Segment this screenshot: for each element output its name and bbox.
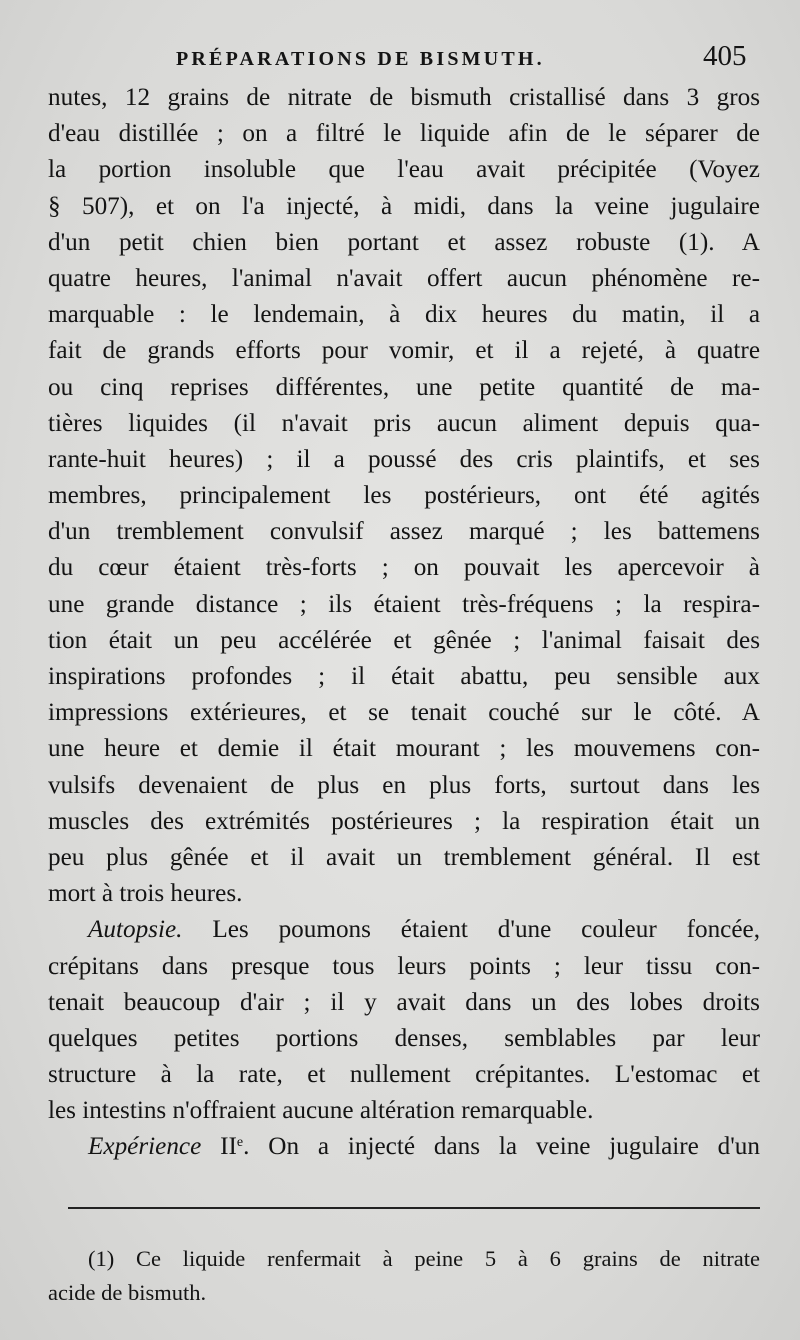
experience-label: Expérience <box>88 1133 202 1161</box>
running-head: PRÉPARATIONS DE BISMUTH. <box>176 48 545 70</box>
text-line: nutes, 12 grains de nitrate de bismuth cristallisé dans 3 gros <box>48 84 760 111</box>
text-line: tières liquides (il n'avait pris aucun aliment depuis qua- <box>48 409 760 437</box>
text-line: une heure et demie il était mourant ; les mouvemens con- <box>48 735 760 763</box>
text-line: muscles des extrémités postérieures ; la respiration était un <box>48 807 760 835</box>
text-line: inspirations profondes ; il était abattu, peu sensible aux <box>48 663 760 690</box>
text-line: du cœur étaient très-forts ; on pouvait les apercevoir à <box>48 554 760 582</box>
text-line: mort à trois heures. <box>48 880 243 908</box>
text-line: crépitans dans presque tous leurs points ; leur tissu con- <box>48 952 760 980</box>
footnote-divider <box>68 1207 760 1209</box>
text-line: quatre heures, l'animal n'avait offert aucun phénomène re- <box>48 264 760 292</box>
text-line: une grande distance ; ils étaient très-fréquens ; la respira- <box>48 590 760 618</box>
text-line: les intestins n'offraient aucune altération remarquable. <box>48 1097 594 1125</box>
text-line: impressions extérieures, et se tenait couché sur le côté. A <box>48 699 760 727</box>
text-line: § 507), et on l'a injecté, à midi, dans la veine jugulaire <box>48 192 760 220</box>
page-header <box>0 40 800 84</box>
autopsie-paragraph-start <box>48 912 760 948</box>
text-line: On a injecté dans la veine jugulaire d'un <box>268 1133 760 1161</box>
experience-superscript: e <box>236 1135 244 1151</box>
text-line: vulsifs devenaient de plus en plus forts, surtout dans les <box>48 771 760 799</box>
experience-paragraph-start: Expérience IIe. On a injecté dans la veine jugulaire d'un <box>88 1133 760 1161</box>
footnote <box>48 1242 760 1310</box>
text-line: tenait beaucoup d'air ; il y avait dans un des lobes droits <box>48 988 760 1016</box>
body-text <box>48 80 760 1166</box>
page-number: 405 <box>703 40 747 72</box>
text-line: structure à la rate, et nullement crépitantes. L'estomac et <box>48 1061 760 1089</box>
text-line: d'un tremblement convulsif assez marqué ; les battemens <box>48 518 760 546</box>
experience-number: II <box>220 1133 237 1161</box>
text-line: la portion insoluble que l'eau avait précipitée (Voyez <box>48 156 760 184</box>
footnote-line: (1) Ce liquide renfermait à peine 5 à 6 grains de nitrate <box>88 1246 760 1271</box>
text-line: tion était un peu accélérée et gênée ; l'animal faisait des <box>48 626 760 654</box>
text-line: marquable : le lendemain, à dix heures du matin, il a <box>48 301 760 329</box>
text-line: quelques petites portions denses, semblables par leur <box>48 1024 760 1052</box>
text-line: peu plus gênée et il avait un tremblement général. Il est <box>48 843 760 871</box>
text-line: d'un petit chien bien portant et assez robuste (1). A <box>48 228 760 256</box>
text-line: rante-huit heures) ; il a poussé des cris plaintifs, et ses <box>48 445 760 473</box>
text-line: fait de grands efforts pour vomir, et il a rejeté, à quatre <box>48 337 760 365</box>
text-line: ou cinq reprises différentes, une petite quantité de ma- <box>48 373 760 401</box>
autopsie-label: Autopsie. <box>88 916 183 944</box>
text-line: d'eau distillée ; on a filtré le liquide afin de le séparer de <box>48 120 760 148</box>
footnote-line: acide de bismuth. <box>48 1280 207 1305</box>
text-line: membres, principalement les postérieurs, ont été agités <box>48 482 760 510</box>
text-line: Les poumons étaient d'une couleur foncée, <box>212 916 760 944</box>
